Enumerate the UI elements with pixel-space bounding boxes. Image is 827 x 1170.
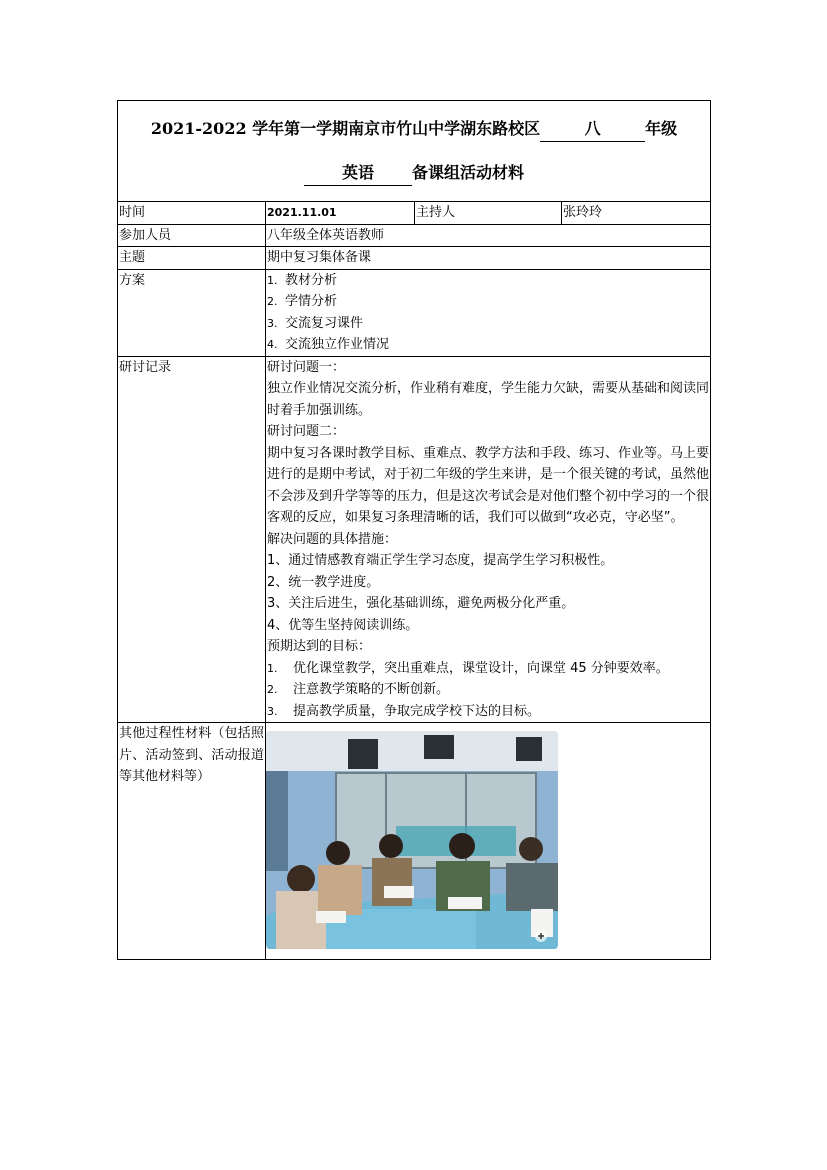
plan-list — [266, 269, 711, 356]
subject-blank — [304, 161, 412, 186]
time-row — [118, 202, 711, 225]
goal-item: 2. 注意教学策略的不断创新。 — [267, 682, 450, 697]
measure-item: 3、关注后进生，强化基础训练，避免两极分化严重。 — [267, 596, 575, 611]
record-content — [266, 356, 711, 723]
time-label: 时间 — [118, 202, 266, 225]
plan-item: 2. 学情分析 — [267, 294, 338, 309]
question-2-title: 研讨问题二： — [267, 424, 346, 439]
people-value: 八年级全体英语教师 — [266, 224, 711, 247]
meeting-photo-image — [266, 731, 558, 949]
title-prefix: 2021-2022 学年第一学期南京市竹山中学湖东路校区 — [150, 119, 541, 138]
people-row — [118, 224, 711, 247]
goals-title: 预期达到的目标： — [267, 639, 372, 654]
meeting-photo — [266, 731, 558, 949]
question-1-body: 独立作业情况交流分析，作业稍有难度，学生能力欠缺，需要从基础和阅读同时着手加强训练。 — [267, 381, 710, 418]
other-materials-label: 其他过程性材料（包括照片、活动签到、活动报道等其他材料等） — [118, 723, 266, 960]
topic-label: 主题 — [118, 247, 266, 270]
measure-item: 1、通过情感教育端正学生学习态度，提高学生学习积极性。 — [267, 553, 614, 568]
title-row — [118, 101, 711, 202]
plan-item: 4. 交流独立作业情况 — [267, 337, 390, 352]
date-value: 2021.11.01 — [266, 202, 415, 225]
topic-value: 期中复习集体备课 — [266, 247, 711, 270]
title-grade-suffix: 年级 — [645, 119, 678, 138]
plan-row — [118, 269, 711, 356]
topic-row — [118, 247, 711, 270]
plan-item: 1. 教材分析 — [267, 272, 338, 288]
goal-item: 1. 优化课堂教学，突出重难点，课堂设计，向课堂 45 分钟要效率。 — [267, 660, 669, 676]
goal-item: 3. 提高教学质量，争取完成学校下达的目标。 — [267, 703, 541, 719]
grade-blank — [540, 117, 645, 142]
question-2-body: 期中复习各课时教学目标、重难点、教学方法和手段、练习、作业等。马上要进行的是期中考试，对于初二年级的学生来讲，是一个很关键的考试，虽然他不会涉及到升学等等的压力，但是这次考试会是对他们整个初中学习的一个很客观的反应，如果复习条理清晰的话，我们可以做到“攻必克，守必坚”。 — [267, 445, 710, 525]
measures-title: 解决问题的具体措施： — [267, 531, 398, 547]
measure-item: 2、统一教学进度。 — [267, 574, 380, 590]
people-label: 参加人员 — [118, 224, 266, 247]
title-line2-suffix: 备课组活动材料 — [412, 163, 525, 182]
document-page — [117, 100, 710, 960]
record-label: 研讨记录 — [118, 356, 266, 723]
activity-table — [117, 100, 711, 960]
question-1-title: 研讨问题一： — [267, 359, 346, 375]
subject-value: 英语 — [342, 163, 375, 182]
document-title — [118, 101, 711, 202]
record-row — [118, 356, 711, 723]
measure-item: 4、优等生坚持阅读训练。 — [267, 617, 419, 633]
other-materials-row — [118, 723, 711, 960]
host-value: 张玲玲 — [562, 202, 711, 225]
host-label: 主持人 — [415, 202, 562, 225]
grade-value: 八 — [584, 119, 601, 138]
photo-cell — [266, 723, 711, 960]
plan-item: 3. 交流复习课件 — [267, 315, 364, 331]
plan-label: 方案 — [118, 269, 266, 356]
